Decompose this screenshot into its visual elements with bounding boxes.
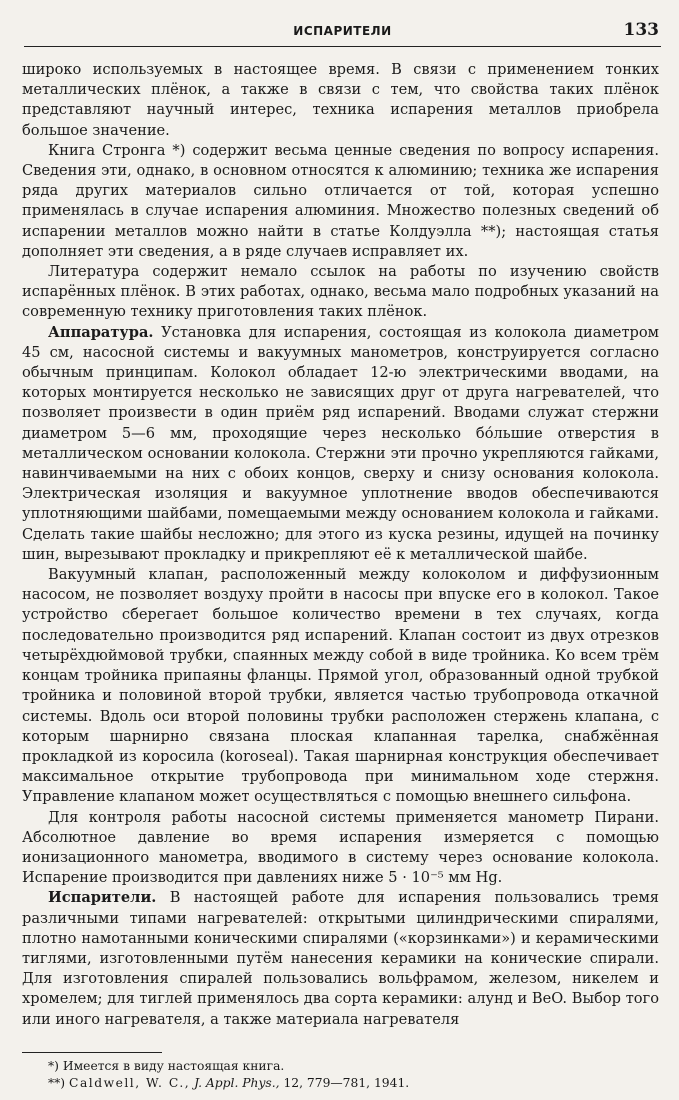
page-header: [24, 18, 661, 47]
footnote-text: Имеется в виду настоящая книга.: [62, 1059, 285, 1073]
paragraph: [22, 141, 659, 262]
footnote: [48, 1075, 648, 1092]
running-title: ИСПАРИТЕЛИ: [293, 24, 392, 38]
paragraph: [22, 808, 659, 889]
paragraph-text: Вакуумный клапан, расположенный между колоколом и диффузионным насосом, не позволяет воздуху пройти в насосы при впуске его в колокол. Такое устройство сберегает большое количество времени в тех случаях, когда последовательно производится ряд испарений. Клапан состоит из двух отрезков четырёхдюймовой трубки, спаянных между собой в виде тройника. Ко всем трём концам тройника припаяны фланцы. Прямой угол, образованный одной трубкой тройника и половиной второй трубки, является частью трубопровода откачной системы. Вдоль оси второй половины трубки расположен стержень клапана, с которым шарнирно связана плоская клапанная тарелка, снабжённая прокладкой из коросила (koroseal). Такая шарнирная конструкция обеспечивает максимальное открытие трубопровода при минимальном ходе стержня. Управление клапаном может осуществляться с помощью внешнего сильфона.: [22, 566, 659, 806]
footnote: [48, 1058, 648, 1075]
footnote-author: Caldwell, W. C.,: [69, 1076, 191, 1090]
paragraph-text: Для контроля работы насосной системы применяется манометр Пирани. Абсолютное давление во время испарения измеряется с помощью ионизационного манометра, вводимого в систему через основание колокола. Испарение производится при давлениях ниже 5 · 10⁻⁵ мм Hg.: [22, 808, 659, 887]
paragraph: [22, 565, 659, 807]
paragraph: [22, 262, 659, 323]
paragraph-text: Книга Стронга *) содержит весьма ценные сведения по вопросу испарения. Сведения эти, однако, в основном относятся к алюминию; техника же испарения ряда других материалов сильно отличается от той, которая успешно применялась в случае испарения алюминия. Множество полезных сведений об испарении металлов можно найти в статье Колдуэлла **); настоящая статья дополняет эти сведения, а в ряде случаев исправляет их.: [22, 141, 659, 260]
page-number: 133: [623, 20, 659, 40]
paragraph-text: широко используемых в настоящее время. В связи с применением тонких металлических плёнок, а также в связи с тем, что свойства таких плёнок представляют научный интерес, техника испарения металлов приобрела большое значение.: [22, 61, 659, 139]
paragraph: [22, 60, 659, 141]
paragraph-text: В настоящей работе для испарения пользовались тремя различными типами нагревателей: открытыми цилиндрическими спиралями, плотно намотанными коническими спиралями («корзинками») и керамическими тиглями, изготовленными путём нанесения керамики на конические спирали. Для изготовления спиралей пользовались вольфрамом, железом, никелем и хромелем; для тиглей применялось два сорта керамики: алунд и BeO. Выбор того или иного нагревателя, а также материала нагревателя: [22, 889, 659, 1028]
body-text: [22, 60, 659, 1030]
footnote-marker: **): [48, 1076, 66, 1090]
footnotes: [48, 1058, 648, 1092]
paragraph-text: Литература содержит немало ссылок на работы по изучению свойств испарённых плёнок. В этих работах, однако, весьма мало подробных указаний на современную технику приготовления таких плёнок.: [22, 263, 659, 321]
footnote-journal: J. Appl. Phys.,: [194, 1076, 280, 1090]
footnote-citation: 12, 779—781, 1941.: [283, 1076, 410, 1090]
paragraph-text: Установка для испарения, состоящая из колокола диаметром 45 см, насосной системы и вакуумных манометров, конструируется согласно обычным принципам. Колокол обладает 12-ю электрическими вводами, на которых монтируется несколько не зависящих друг от друга нагревателей, что позволяет произвести в один приём ряд испарений. Вводами служат стержни диаметром 5—6 мм, проходящие через несколько бо́льшие отверстия в металлическом основании колокола. Стержни эти прочно укрепляются гайками, навинчиваемыми на них с обоих концов, сверху и снизу основания колокола. Электрическая изоляция и вакуумное уплотнение вводов обеспечиваются уплотняющими шайбами, помещаемыми между основанием колокола и гайками. Сделать такие шайбы несложно; для этого из куска резины, идущей на починку шин, вырезывают прокладку и прикрепляют её к металлической шайбе.: [22, 323, 659, 563]
section-lead: Аппаратура.: [48, 323, 154, 341]
footnote-divider: [22, 1052, 162, 1053]
footnote-marker: *): [48, 1059, 59, 1073]
paragraph: [22, 888, 659, 1029]
section-lead: Испарители.: [48, 889, 157, 907]
paragraph: [22, 323, 659, 565]
